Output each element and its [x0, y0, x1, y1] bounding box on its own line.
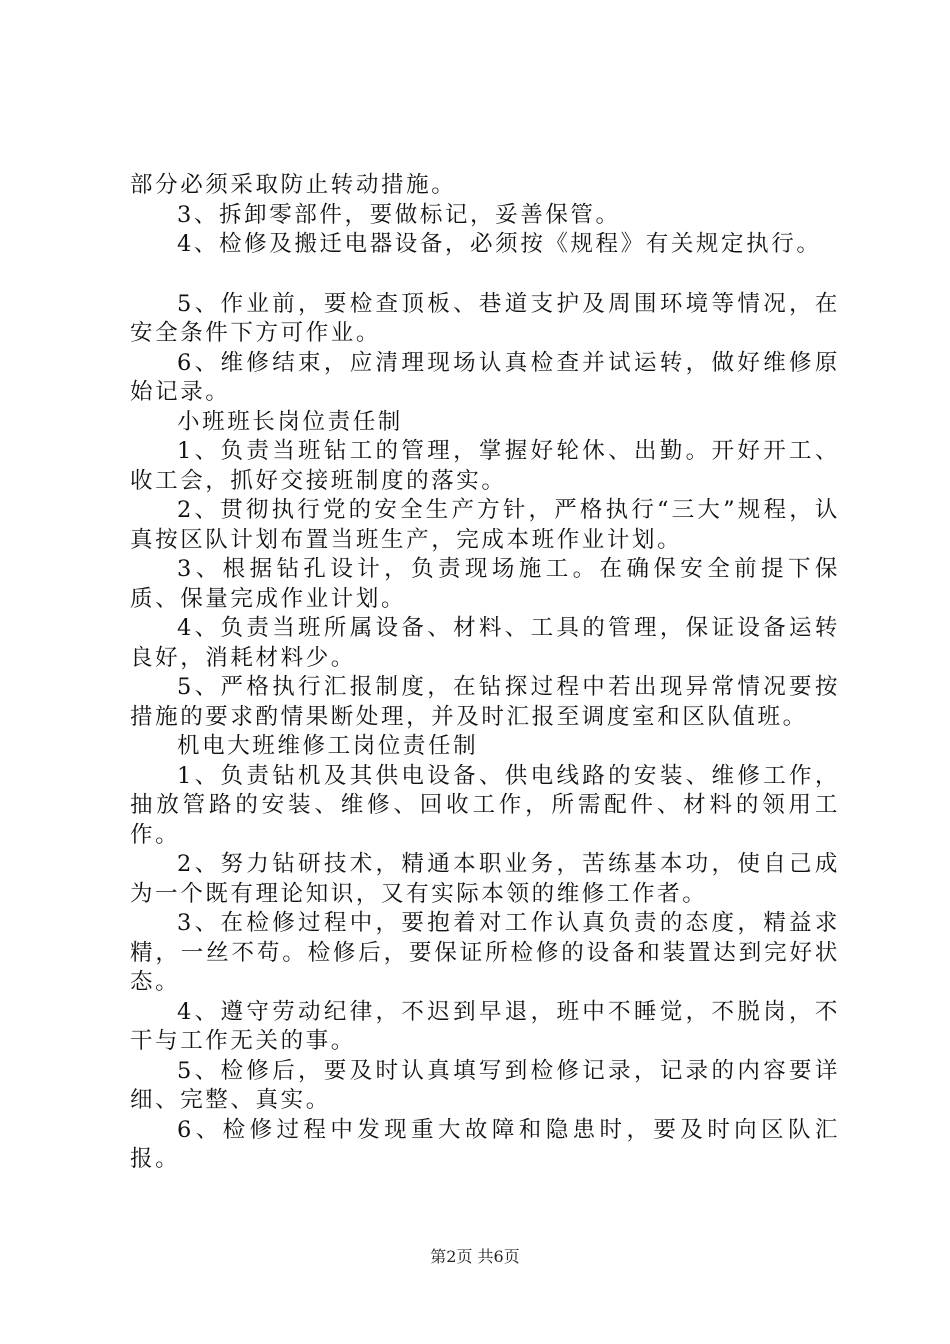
paragraph-item: 4、遵守劳动纪律，不迟到早退，班中不睡觉，不脱岗，不干与工作无关的事。	[130, 998, 840, 1054]
paragraph-item: 6、检修过程中发现重大故障和隐患时，要及时向区队汇报。	[130, 1116, 840, 1172]
paragraph-item: 4、检修及搬迁电器设备，必须按《规程》有关规定执行。	[177, 231, 822, 257]
page-footer	[0, 1244, 950, 1267]
paragraph-continuation: 部分必须采取防止转动措施。	[130, 172, 457, 198]
paragraph-item: 4、负责当班所属设备、材料、工具的管理，保证设备运转良好，消耗材料少。	[130, 615, 840, 671]
paragraph-item: 1、负责钻机及其供电设备、供电线路的安装、维修工作，抽放管路的安装、维修、回收工作，所需配件、材料的领用工作。	[130, 762, 840, 848]
paragraph-item: 5、检修后，要及时认真填写到检修记录，记录的内容要详细、完整、真实。	[130, 1057, 840, 1113]
paragraph-item: 3、根据钻孔设计，负责现场施工。在确保安全前提下保质、保量完成作业计划。	[130, 556, 840, 612]
paragraph-item: 6、维修结束，应清理现场认真检查并试运转，做好维修原始记录。	[130, 349, 840, 405]
paragraph-item: 2、贯彻执行党的安全生产方针，严格执行“三大”规程，认真按区队计划布置当班生产，完成本班作业计划。	[130, 497, 840, 553]
section-heading: 小班班长岗位责任制	[177, 408, 403, 435]
paragraph-item: 1、负责当班钻工的管理，掌握好轮休、出勤。开好开工、收工会，抓好交接班制度的落实。	[130, 438, 840, 494]
paragraph-item: 5、作业前，要检查顶板、巷道支护及周围环境等情况，在安全条件下方可作业。	[130, 290, 840, 346]
paragraph-item: 5、严格执行汇报制度，在钻探过程中若出现异常情况要按措施的要求酌情果断处理，并及时汇报至调度室和区队值班。	[130, 674, 840, 730]
document-body	[130, 171, 840, 1175]
page-number: 第2页 共6页	[430, 1247, 520, 1266]
paragraph-item: 2、努力钻研技术，精通本职业务，苦练基本功，使自己成为一个既有理论知识，又有实际本领的维修工作者。	[130, 851, 840, 907]
paragraph-item: 3、在检修过程中，要抱着对工作认真负责的态度，精益求精，一丝不苟。检修后，要保证所检修的设备和装置达到完好状态。	[130, 910, 840, 995]
section-heading: 机电大班维修工岗位责任制	[177, 733, 479, 759]
paragraph-item: 3、拆卸零部件，要做标记，妥善保管。	[177, 201, 621, 228]
